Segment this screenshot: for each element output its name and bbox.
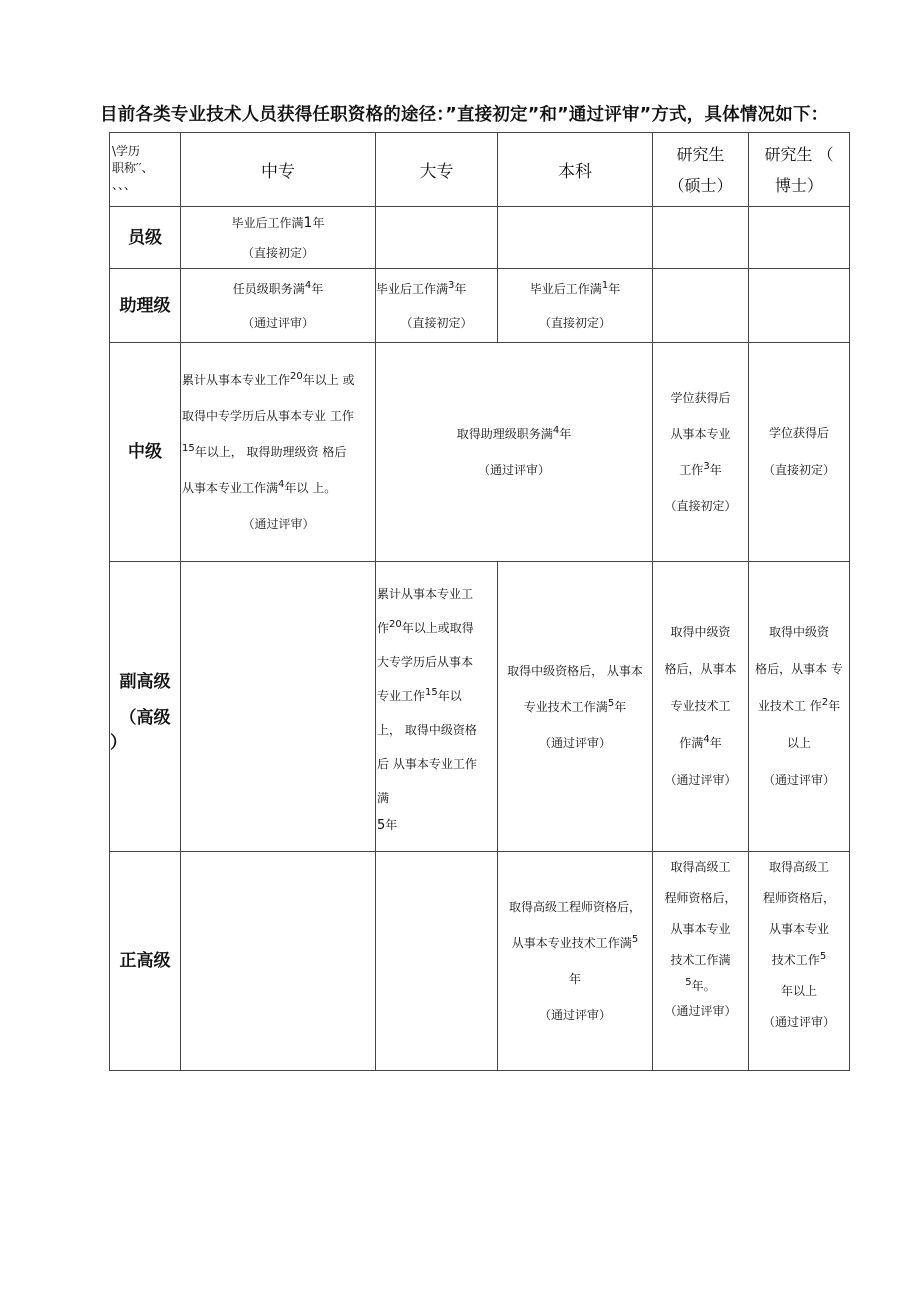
cell-text-line: 取得高级工程师资格后， [508,900,641,914]
cell-text-line: 取得中级资 [670,625,731,639]
cell-text-line: 取得中级资 [768,625,829,639]
cell-text-line [749,945,849,976]
row-fugaoji [110,562,850,852]
text-span: 年 [312,215,325,230]
cell-zhuliji-dazhuan [376,269,498,343]
row-header-fugaoji [110,562,181,852]
superscript-number: 15 [182,443,195,454]
text-span: 从事本专业工作满 [182,481,279,495]
cell-text-line: （通过评审） [241,315,314,330]
cell-zhongji-zhongzhuan [181,343,376,562]
cell-text-line [182,470,375,506]
text-span: 毕业后工作满 [376,281,449,296]
superscript-number: 4 [304,279,312,291]
superscript-number: 4 [278,479,285,490]
text-span: 技术工作 [771,953,820,967]
cell-text-line: 从事本专业 [670,427,731,441]
cell-text-line: （通过评审） [538,1008,611,1022]
text-span: 年以上， 取得助理级资 格后 [194,445,347,459]
cell-text-line: 学位获得后 [768,426,829,440]
col-header-boshi-line-1: 研究生 （ [764,144,834,164]
header-row [110,133,850,207]
cell-text-line [498,272,652,306]
text-span: 年 [828,699,841,713]
cell-text-line: 以上 [786,736,811,750]
cell-zhongji-dazhuan-benke [376,343,653,562]
cell-text-line: 技术工作满 [670,953,731,967]
superscript-number: 2 [821,697,829,708]
superscript-number: 5 [685,977,692,988]
text-span: 专业工作 [377,689,426,703]
text-span: 年 [709,736,722,750]
cell-zhuliji-zhongzhuan [181,269,376,343]
cell-text-line: 取得高级工 [768,860,829,874]
cell-text-line [377,611,497,645]
cell-text-line: 大专学历后从事本 [377,655,474,669]
cell-zhongji-boshi [749,343,850,562]
cell-text-line: （直接初定） [400,315,473,330]
cell-zhongji-shuoshi [653,343,749,562]
cell-text-line [749,688,849,725]
text-span: 年以上 或 [302,373,355,387]
row-header-line-3: ） [110,732,127,753]
cell-text-line: （通过评审） [762,773,835,787]
cell-text-line: （通过评审） [242,517,315,531]
cell-text-line: （通过评审） [762,1015,835,1029]
cell-text-line: （直接初定） [664,499,737,513]
cell-text-line: 满 [377,791,390,805]
cell-yuanji-dazhuan [376,207,498,269]
cell-fugaoji-dazhuan [376,562,498,852]
cell-text-line [376,416,652,452]
superscript-number: 4 [552,425,560,436]
cell-text-line [653,725,748,762]
cell-fugaoji-zhongzhuan [181,562,376,852]
cell-text-line: （通过评审） [664,1004,737,1018]
number-span: 1 [303,214,313,231]
col-header-dazhuan: 大专 [376,133,498,207]
cell-text-line: （通过评审） [538,735,611,750]
col-header-shuoshi [653,133,749,207]
corner-line-1: \学历 [112,144,141,158]
text-span: 年。 [691,979,716,993]
row-zhuliji [110,269,850,343]
text-span: 工作 [679,463,704,477]
text-span: 作满 [679,736,704,750]
cell-zhenggaoji-boshi [749,852,850,1071]
superscript-number: 3 [703,461,710,472]
cell-text-line: 格后，从事本 [664,662,737,676]
cell-zhenggaoji-zhongzhuan [181,852,376,1071]
text-span: 年以 [437,689,462,703]
cell-text-line: 取得中专学历后从事本专业 工作 [182,409,354,423]
row-header-zhenggaoji: 正高级 [110,852,181,1071]
text-span: 毕业后工作满 [529,281,602,296]
cell-text-line: 年 [568,972,581,986]
text-span: 累计从事本专业工作 [182,373,291,387]
text-span: 年 [614,699,627,714]
cell-text-line [498,689,652,725]
superscript-number: 20 [389,619,402,630]
text-span: 取得助理级职务满 [456,427,553,441]
text-span: 专业技术工作满 [523,699,608,714]
cell-text-line: 上， 取得中级资格 [377,723,477,737]
col-header-zhongzhuan: 中专 [181,133,376,207]
cell-text-line [653,976,748,996]
cell-text-line: 从事本专业 [768,922,829,936]
cell-text-line [498,925,652,961]
text-span: 从事本专业技术工作满 [511,936,632,950]
cell-zhenggaoji-benke [498,852,653,1071]
text-span: 年 [559,427,572,441]
cell-zhuliji-shuoshi [653,269,749,343]
corner-header-cell [110,133,181,207]
cell-yuanji-zhongzhuan [181,207,376,269]
text-span: 任员级职务满 [232,281,305,296]
text-span: 业技术工 作 [757,699,822,713]
col-header-shuoshi-line-2: （硕士） [668,175,733,195]
qualification-table [109,132,850,1071]
cell-fugaoji-boshi [749,562,850,852]
col-header-shuoshi-line-1: 研究生 [676,144,725,164]
row-header-yuanji: 员级 [110,207,181,269]
cell-text-line: 格后，从事本 专 [755,662,843,676]
cell-text-line [181,272,375,306]
row-header-zhuliji: 助理级 [110,269,181,343]
superscript-number: 1 [601,279,609,291]
cell-text-line [182,434,375,470]
superscript-number: 15 [425,687,438,698]
cell-zhuliji-boshi [749,269,850,343]
text-span: 年 [608,281,621,296]
row-zhenggaoji [110,852,850,1071]
cell-zhuliji-benke [498,269,653,343]
cell-text-line: （通过评审） [664,773,737,787]
cell-text-line: 学位获得后 [670,391,731,405]
text-span: 年 [311,281,324,296]
text-span: 年 [454,281,467,296]
col-header-benke: 本科 [498,133,653,207]
cell-text-line: （直接初定） [538,315,611,330]
cell-zhenggaoji-dazhuan [376,852,498,1071]
cell-text-line [376,272,497,306]
col-header-boshi [749,133,850,207]
row-zhongji [110,343,850,562]
cell-text-line [181,208,375,238]
cell-text-line [653,452,748,488]
text-span: 年 [709,463,722,477]
cell-text-line: 累计从事本专业工 [377,587,474,601]
number-span: 5 [377,818,386,833]
cell-text-line: 程师资格后， [762,891,835,905]
text-span: 年以上或取得 [401,621,474,635]
superscript-number: 5 [819,951,827,962]
row-header-zhongji: 中级 [110,343,181,562]
cell-fugaoji-benke [498,562,653,852]
row-header-line-1: 副高级 [119,671,171,692]
row-header-line-2: （高级 [119,707,171,728]
superscript-number: 3 [448,279,455,291]
col-header-boshi-line-2: 博士） [774,175,823,195]
cell-yuanji-shuoshi [653,207,749,269]
cell-text-line: 年以上 [780,984,817,998]
page-title: 目前各类专业技术人员获得任职资格的途径：”直接初定”和”通过评审”方式，具体情况如下： [100,105,829,125]
cell-text-line [182,362,375,398]
cell-text-line [377,815,497,836]
text-span: 年以 上。 [284,481,337,495]
superscript-number: 20 [290,371,303,382]
cell-text-line: 从事本专业 [670,922,731,936]
text-span: 作 [377,621,390,635]
cell-text-line: （直接初定） [241,245,314,260]
cell-text-line: 取得中级资格后， 从事本 [507,663,643,678]
text-span: 毕业后工作满 [231,215,304,230]
cell-text-line: 专业技术工 [670,699,731,713]
corner-line-3: 、、、 [112,178,137,192]
cell-fugaoji-shuoshi [653,562,749,852]
cell-text-line: 程师资格后， [664,891,737,905]
cell-yuanji-benke [498,207,653,269]
cell-text-line [377,679,497,713]
superscript-number: 5 [631,934,639,945]
cell-text-line: 取得高级工 [670,860,731,874]
superscript-number: 4 [703,734,710,745]
text-span: 年 [385,818,398,832]
corner-line-2: 职称′′、 [112,161,154,175]
cell-zhenggaoji-shuoshi [653,852,749,1071]
cell-text-line: （通过评审） [477,463,550,477]
cell-text-line: （直接初定） [762,463,835,477]
cell-text-line: 后 从事本专业工作 [377,757,477,771]
row-yuanji [110,207,850,269]
superscript-number: 5 [607,697,615,709]
cell-yuanji-boshi [749,207,850,269]
